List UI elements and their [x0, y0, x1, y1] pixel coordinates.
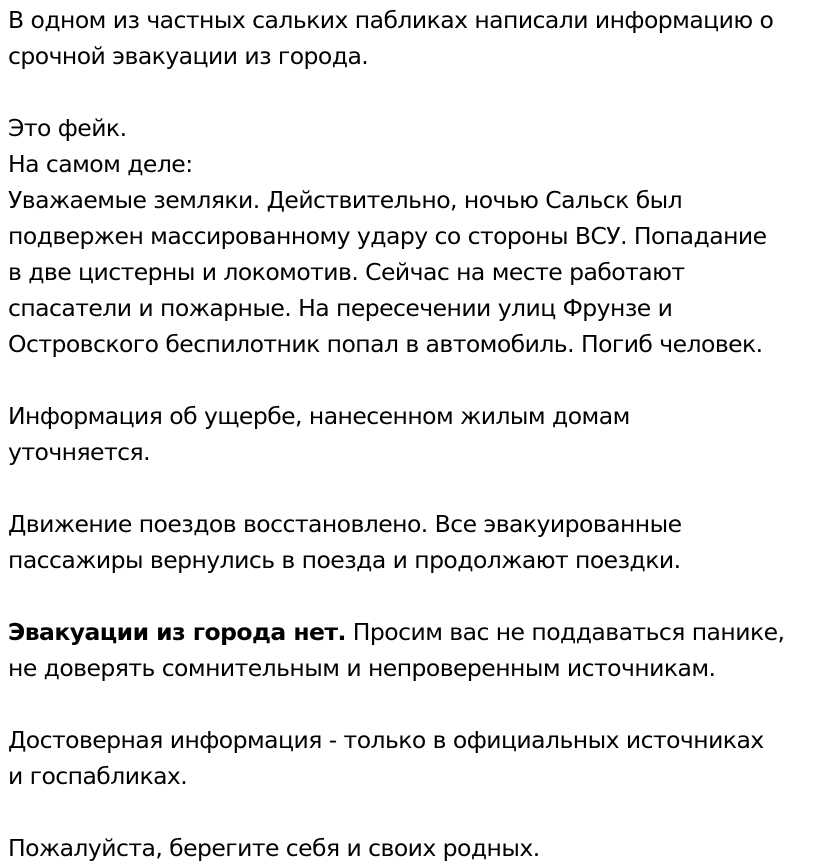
text-line: Движение поездов восстановлено. Все эвакуированные: [8, 510, 682, 538]
text-line: и госпабликах.: [8, 762, 188, 790]
text-line: На самом деле:: [8, 150, 193, 178]
text-line: Пожалуйста, берегите себя и своих родных.: [8, 834, 540, 862]
text-line: Достоверная информация - только в официальных источниках: [8, 726, 764, 754]
text-line: не доверять сомнительным и непроверенным источникам.: [8, 654, 716, 682]
paragraph-closing: [8, 830, 830, 866]
text-fragment: Просим вас не поддаваться панике,: [345, 618, 785, 646]
bold-statement: Эвакуации из города нет.: [8, 618, 346, 646]
paragraph-fake-statement: [8, 110, 830, 362]
text-line: пассажиры вернулись в поезда и продолжают поездки.: [8, 546, 681, 574]
text-line: спасатели и пожарные. На пересечении улиц Фрунзе и: [8, 294, 673, 322]
text-line: Уважаемые земляки. Действительно, ночью Сальск был: [8, 186, 683, 214]
text-line: Информация об ущербе, нанесенном жилым домам: [8, 402, 630, 430]
text-line: подвержен массированному удару со стороны ВСУ. Попадание: [8, 222, 767, 250]
paragraph-trains: [8, 506, 830, 578]
paragraph-reliable-sources: [8, 722, 830, 794]
text-line: Островского беспилотник попал в автомобиль. Погиб человек.: [8, 330, 763, 358]
text-line: [8, 614, 830, 650]
text-line: в две цистерны и локомотив. Сейчас на месте работают: [8, 258, 685, 286]
text-line: срочной эвакуации из города.: [8, 42, 369, 70]
paragraph-intro: [8, 2, 830, 74]
text-line: Это фейк.: [8, 114, 127, 142]
paragraph-no-evacuation: [8, 614, 830, 686]
text-line: уточняется.: [8, 438, 150, 466]
paragraph-damage: [8, 398, 830, 470]
text-line: В одном из частных сальких пабликах написали информацию о: [8, 6, 774, 34]
